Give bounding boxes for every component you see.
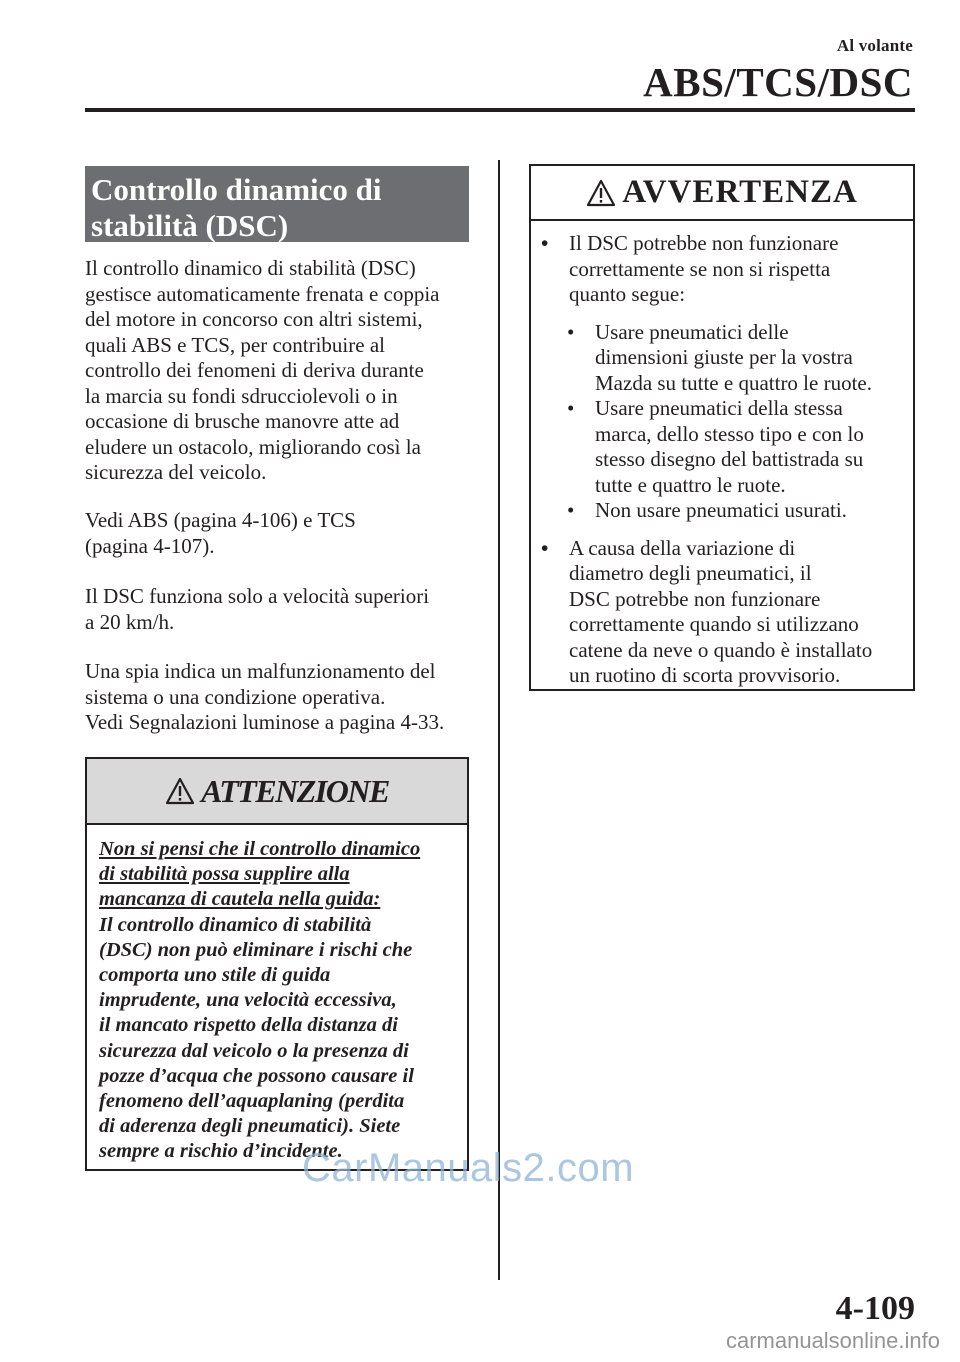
- section-heading-line: Controllo dinamico di: [91, 172, 382, 207]
- text-line: fenomeno dell’aquaplaning (perdita: [99, 1090, 405, 1113]
- page-number: 4-109: [835, 1290, 915, 1327]
- bullet-icon: •: [567, 396, 575, 420]
- text-line: la marcia su fondi sdrucciolevoli o in: [85, 383, 398, 408]
- warning-triangle-icon: [165, 777, 195, 805]
- text-line: Mazda su tutte e quattro le ruote.: [595, 370, 872, 395]
- text-line: gestisce automaticamente frenata e coppia: [85, 281, 440, 306]
- speed-paragraph: [85, 584, 485, 635]
- avvertenza-box: [529, 164, 915, 691]
- section-title: ABS/TCS/DSC: [643, 59, 913, 105]
- sub-bullet-item: [541, 498, 905, 524]
- text-line: correttamente quando si utilizzano: [569, 612, 859, 636]
- bullet-icon: •: [541, 535, 549, 560]
- text-line: del motore in concorso con altri sistemi,: [85, 307, 423, 331]
- avvertenza-header: [531, 166, 913, 221]
- text-line: catene da neve o quando è installato: [569, 637, 873, 662]
- text-line: controllo dei fenomeni di deriva durante: [85, 358, 424, 382]
- warning-triangle-icon: [586, 179, 616, 207]
- text-line: occasione di brusche manovre atte ad: [85, 409, 400, 433]
- text-line: quanto segue:: [569, 282, 686, 306]
- attenzione-box: [85, 757, 469, 1171]
- running-header: [643, 36, 913, 106]
- text-line: Il DSC funziona solo a velocità superiori: [85, 584, 430, 608]
- text-line: Vedi ABS (pagina 4-106) e TCS: [85, 508, 356, 532]
- bullet-item: [541, 231, 905, 308]
- text-line: Usare pneumatici della stessa: [595, 396, 843, 420]
- text-line: Il controllo dinamico di stabilità: [99, 913, 372, 936]
- warning-light-paragraph: [85, 659, 485, 736]
- bullet-icon: •: [567, 498, 575, 522]
- text-line: Non si pensi che il controllo dinamico: [99, 838, 421, 860]
- section-heading-line: stabilità (DSC): [91, 208, 289, 243]
- text-line: sicurezza dal veicolo o la presenza di: [99, 1039, 409, 1062]
- bullet-item: [541, 536, 905, 689]
- text-line: imprudente, una velocità eccessiva,: [99, 989, 397, 1012]
- chapter-name: Al volante: [836, 36, 913, 55]
- text-line: A causa della variazione di: [569, 535, 796, 560]
- text-line: sempre a rischio d’incidente.: [99, 1140, 343, 1163]
- section-heading: [85, 166, 469, 242]
- text-line: correttamente se non si rispetta: [569, 256, 831, 281]
- text-line: Usare pneumatici delle: [595, 319, 789, 344]
- sub-bullet-item: [541, 320, 905, 397]
- text-line: di aderenza degli pneumatici). Siete: [99, 1115, 401, 1138]
- text-line: pozze d’acqua che possono causare il: [99, 1064, 414, 1087]
- avvertenza-title: AVVERTENZA: [622, 174, 858, 210]
- sub-bullet-item: [541, 396, 905, 498]
- column-divider: [498, 160, 500, 1280]
- text-line: DSC potrebbe non funzionare: [569, 586, 821, 611]
- text-line: (pagina 4-107).: [85, 533, 215, 558]
- text-line: eludere un ostacolo, migliorando così la: [85, 434, 421, 459]
- bullet-icon: •: [567, 319, 575, 344]
- see-also-paragraph: [85, 508, 485, 559]
- text-line: comporta uno stile di guida: [99, 964, 331, 987]
- text-line: sistema o una condizione operativa.: [85, 684, 386, 709]
- attenzione-title: ATTENZIONE: [201, 772, 389, 809]
- attenzione-body: [87, 825, 467, 1165]
- text-line: Vedi Segnalazioni luminose a pagina 4-33.: [85, 710, 445, 734]
- intro-paragraph: [85, 256, 485, 486]
- text-line: dimensioni giuste per la vostra: [595, 345, 853, 369]
- bullet-icon: •: [541, 231, 549, 255]
- text-line: stesso disegno del battistrada su: [595, 447, 864, 471]
- text-line: marca, dello stesso tipo e con lo: [595, 421, 864, 446]
- text-line: mancanza di cautela nella guida:: [99, 888, 381, 911]
- text-line: Il controllo dinamico di stabilità (DSC): [85, 256, 416, 280]
- text-line: a 20 km/h.: [85, 609, 175, 634]
- text-line: (DSC) non può eliminare i rischi che: [99, 938, 413, 961]
- avvertenza-body: [531, 221, 913, 689]
- footer-site-watermark: carmanualsonline.info: [725, 1328, 940, 1353]
- text-line: di stabilità possa supplire alla: [99, 863, 350, 886]
- text-line: diametro degli pneumatici, il: [569, 561, 812, 585]
- text-line: il mancato rispetto della distanza di: [99, 1014, 398, 1037]
- text-line: tutte e quattro le ruote.: [595, 472, 786, 497]
- text-line: Il DSC potrebbe non funzionare: [569, 231, 839, 255]
- attenzione-header: [87, 759, 467, 825]
- text-line: un ruotino di scorta provvisorio.: [569, 663, 841, 687]
- watermark: CarManuals2.com: [302, 1146, 635, 1190]
- text-line: quali ABS e TCS, per contribuire al: [85, 332, 385, 357]
- text-line: Non usare pneumatici usurati.: [595, 498, 847, 522]
- header-divider: [85, 108, 915, 112]
- text-line: sicurezza del veicolo.: [85, 460, 267, 484]
- text-line: Una spia indica un malfunzionamento del: [85, 659, 436, 683]
